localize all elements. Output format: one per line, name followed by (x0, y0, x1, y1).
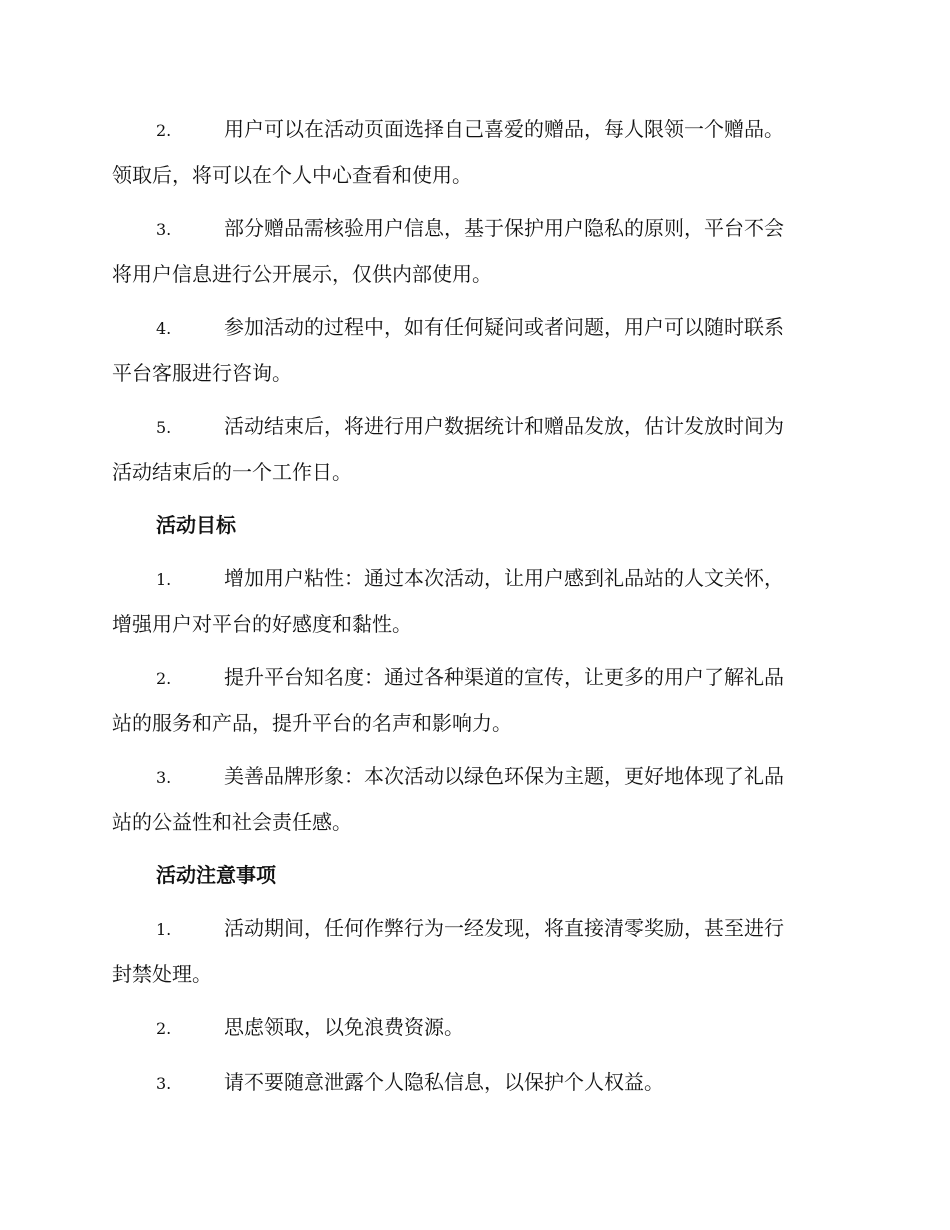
list-text-line1: 活动期间，任何作弊行为一经发现，将直接清零奖励，甚至进行 (224, 916, 784, 940)
list-text-line2: 活动结束后的一个工作日。 (112, 460, 352, 484)
list-number: 3. (156, 768, 172, 787)
list-item (112, 1060, 836, 1106)
list-number: 2. (156, 1019, 172, 1038)
list-text-line1: 增加用户粘性：通过本次活动，让用户感到礼品站的人文关怀， (224, 566, 784, 590)
list-number: 3. (156, 1074, 172, 1093)
list-text-line1: 请不要随意泄露个人隐私信息，以保护个人权益。 (224, 1070, 664, 1094)
list-item (112, 906, 836, 996)
list-item (112, 556, 836, 646)
section-heading-notes: 活动注意事项 (156, 863, 276, 887)
list-number: 1. (156, 920, 172, 939)
list-item (112, 655, 836, 745)
list-text-line1: 用户可以在活动页面选择自己喜爱的赠品，每人限领一个赠品。 (224, 117, 784, 141)
list-item (112, 1005, 836, 1051)
list-text-line2: 站的服务和产品，提升平台的名声和影响力。 (112, 711, 512, 735)
list-text-line1: 思虑领取，以免浪费资源。 (224, 1015, 464, 1039)
list-text-line1: 活动结束后，将进行用户数据统计和赠品发放，估计发放时间为 (224, 414, 784, 438)
list-text-line2: 站的公益性和社会责任感。 (112, 810, 352, 834)
list-number: 4. (156, 319, 172, 338)
list-text-line1: 参加活动的过程中，如有任何疑问或者问题，用户可以随时联系 (224, 315, 784, 339)
list-number: 2. (156, 121, 172, 140)
list-text-line1: 部分赠品需核验用户信息，基于保护用户隐私的原则，平台不会 (224, 216, 784, 240)
list-item (112, 305, 836, 395)
list-number: 3. (156, 220, 172, 239)
list-text-line2: 平台客服进行咨询。 (112, 361, 292, 385)
list-item (112, 404, 836, 494)
list-text-line2: 将用户信息进行公开展示，仅供内部使用。 (112, 262, 492, 286)
list-item (112, 206, 836, 296)
list-text-line2: 领取后，将可以在个人中心查看和使用。 (112, 163, 472, 187)
list-text-line2: 增强用户对平台的好感度和黏性。 (112, 612, 412, 636)
list-number: 5. (156, 418, 172, 437)
list-item (112, 754, 836, 844)
list-number: 1. (156, 570, 172, 589)
document-page (112, 107, 836, 1115)
list-number: 2. (156, 669, 172, 688)
section-heading-goals: 活动目标 (156, 513, 236, 537)
list-text-line2: 封禁处理。 (112, 962, 212, 986)
list-text-line1: 美善品牌形象：本次活动以绿色环保为主题，更好地体现了礼品 (224, 764, 784, 788)
list-text-line1: 提升平台知名度：通过各种渠道的宣传，让更多的用户了解礼品 (224, 665, 784, 689)
list-item (112, 107, 836, 197)
